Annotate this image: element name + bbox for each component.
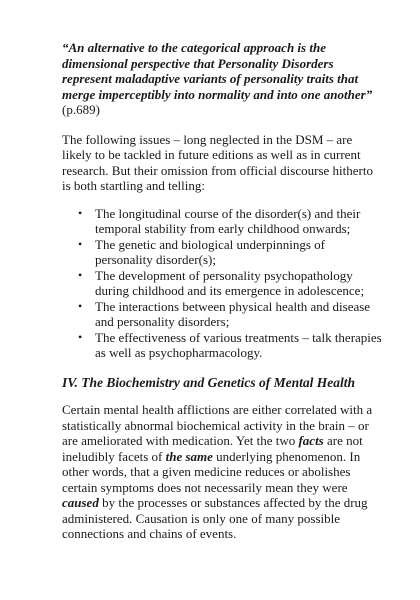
list-item xyxy=(62,299,382,330)
list-item-text: The genetic and biological underpinnings of personality disorder(s); xyxy=(95,236,325,267)
emphasis-caused: caused xyxy=(62,495,99,510)
paragraph-text: by the processes or substances affected by the drug administered. Causation is only one of many possible connections and chains of events. xyxy=(62,495,368,541)
bullet-icon: • xyxy=(78,329,83,344)
quote-text: “An alternative to the categorical approach is the dimensional perspective that Personality Disorders represent maladaptive variants of personality traits that merge imperceptibly into normality and into one another” xyxy=(62,40,373,102)
paragraph-text: are not ineludibly facets of xyxy=(62,433,363,464)
list-item xyxy=(62,237,382,268)
list-item xyxy=(62,206,382,237)
block-quote xyxy=(62,40,382,118)
bullet-icon: • xyxy=(78,267,83,282)
bullet-icon: • xyxy=(78,236,83,251)
document-page xyxy=(62,40,382,554)
list-item-text: The effectiveness of various treatments – talk therapies as well as psychopharmacology. xyxy=(95,329,382,360)
section-heading: IV. The Biochemistry and Genetics of Mental Health xyxy=(62,374,356,390)
list-item xyxy=(62,268,382,299)
list-item-text: The interactions between physical health and disease and personality disorders; xyxy=(95,298,371,329)
list-item xyxy=(62,330,382,361)
bullet-icon: • xyxy=(78,298,83,313)
bullet-icon: • xyxy=(78,205,83,220)
issues-list xyxy=(62,206,382,361)
list-item-text: The longitudinal course of the disorder(s) and their temporal stability from early childhood onwards; xyxy=(95,205,361,236)
emphasis-the-same: the same xyxy=(165,448,213,464)
paragraph-text: Certain mental health afflictions are either correlated with a statistically abnormal biochemical activity in the brain – or are ameliorated with medication. Yet the two xyxy=(62,402,373,448)
quote-citation: (p.689) xyxy=(62,102,100,117)
emphasis-facts: facts xyxy=(298,433,324,448)
paragraph-text: underlying phenomenon. In other words, that a given medicine reduces or abolishes certain symptoms does not necessarily mean they were xyxy=(62,448,361,495)
intro-paragraph: The following issues – long neglected in the DSM – are likely to be tackled in future editions as well as in current research. But their omission from official discourse hitherto is both startling and telling: xyxy=(62,131,373,193)
section-paragraph xyxy=(62,402,382,542)
list-item-text: The development of personality psychopathology during childhood and its emergence in adolescence; xyxy=(95,267,365,298)
